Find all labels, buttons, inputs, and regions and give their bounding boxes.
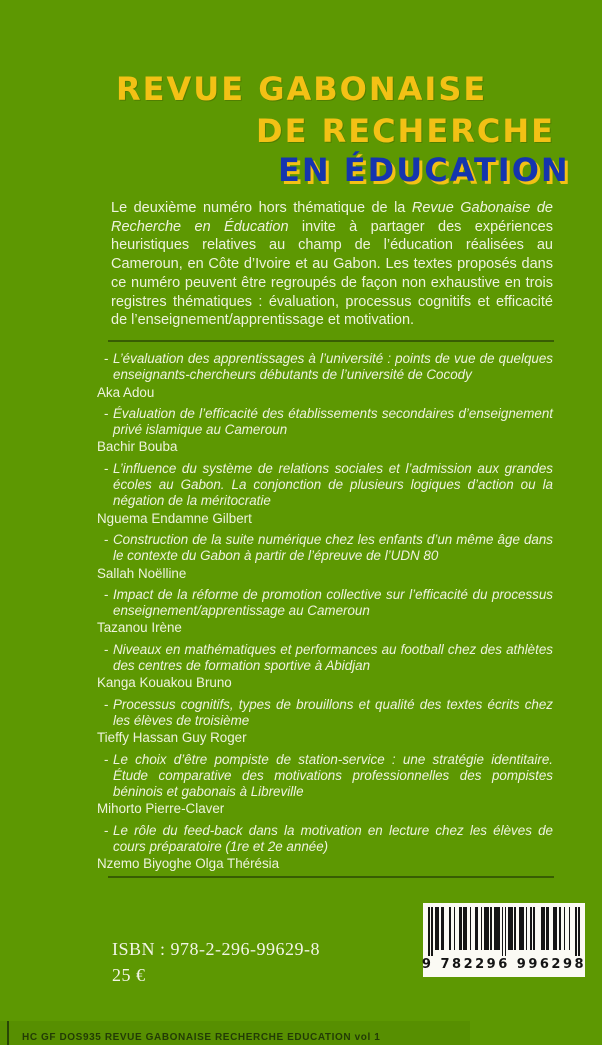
title-line-2: DE RECHERCHE bbox=[256, 112, 555, 150]
divider-top bbox=[108, 340, 554, 342]
title-line-1: REVUE GABONAISE bbox=[116, 70, 488, 108]
article-author: Tieffy Hassan Guy Roger bbox=[97, 730, 247, 746]
list-dash: - bbox=[104, 531, 109, 547]
article-title bbox=[97, 587, 553, 620]
article-author: Mihorto Pierre-Claver bbox=[97, 801, 225, 817]
title-line-3: EN ÉDUCATION bbox=[278, 151, 570, 189]
article-item bbox=[97, 642, 553, 692]
article-item bbox=[97, 351, 553, 401]
list-dash: - bbox=[104, 822, 109, 838]
article-title-text: Processus cognitifs, types de brouillons et qualité des textes écrits chez les élèves de troisième bbox=[113, 696, 553, 728]
article-item bbox=[97, 697, 553, 747]
article-author: Kanga Kouakou Bruno bbox=[97, 675, 232, 691]
print-slug-text: HC GF DOS935 REVUE GABONAISE RECHERCHE EDUCATION vol 1 bbox=[22, 1032, 381, 1043]
divider-bottom bbox=[108, 876, 554, 878]
barcode-bars bbox=[428, 907, 579, 956]
article-item bbox=[97, 532, 553, 582]
barcode bbox=[423, 903, 585, 977]
article-item bbox=[97, 752, 553, 818]
article-author: Nguema Endamne Gilbert bbox=[97, 510, 252, 526]
article-item bbox=[97, 587, 553, 637]
list-dash: - bbox=[104, 460, 109, 476]
article-title bbox=[97, 532, 553, 565]
article-list bbox=[97, 351, 553, 878]
article-title-text: Le choix d’être pompiste de station-service : une stratégie identitaire. Étude comparative des motivations professionnelles des pompistes béninois et gabonais à Libreville bbox=[113, 751, 553, 800]
list-dash: - bbox=[104, 696, 109, 712]
article-title-text: L’évaluation des apprentissages à l’université : points de vue de quelques enseignants-chercheurs débutants de l’université de Cocody bbox=[113, 351, 553, 383]
article-title bbox=[97, 823, 553, 856]
article-author: Sallah Noëlline bbox=[97, 565, 187, 581]
intro-paragraph bbox=[111, 199, 553, 330]
list-dash: - bbox=[104, 405, 109, 421]
list-dash: - bbox=[104, 351, 109, 366]
list-dash: - bbox=[104, 641, 109, 657]
isbn-price-block bbox=[112, 936, 320, 988]
price-text: 25 € bbox=[112, 965, 146, 985]
scan-edge-mark bbox=[7, 1021, 9, 1045]
article-author: Bachir Bouba bbox=[97, 439, 178, 455]
article-item bbox=[97, 461, 553, 527]
article-author: Aka Adou bbox=[97, 384, 155, 400]
article-title-text: L’influence du système de relations sociales et l’admission aux grandes écoles au Gabon. La conjonction de plusieurs logiques d’action ou la négation de la méritocratie bbox=[113, 460, 553, 509]
barcode-number: 9 782296 996298 bbox=[421, 957, 587, 972]
article-title bbox=[97, 697, 553, 730]
intro-text-end: invite à partager des expériences heuristiques relatives au champ de l’éducation réalisées au Cameroun, en Côte d’Ivoire et au Gabon. Les textes proposés dans ce numéro peuvent être regroupés de façon non exhaustive en trois registres thématiques : évaluation, processus cognitifs et efficacité de l’enseignement/apprentissage et motivation. bbox=[111, 218, 553, 329]
article-title-text: Le rôle du feed-back dans la motivation en lecture chez les élèves de cours préparatoire (1re et 2e année) bbox=[113, 822, 553, 855]
article-item bbox=[97, 823, 553, 873]
article-title bbox=[97, 752, 553, 801]
barcode-module bbox=[578, 907, 580, 956]
article-item bbox=[97, 406, 553, 456]
article-title bbox=[97, 642, 553, 675]
list-dash: - bbox=[104, 751, 109, 767]
intro-journal-name: Revue Gabonaise de Recherche en Éducation bbox=[111, 200, 553, 235]
list-dash: - bbox=[104, 586, 109, 602]
isbn-text: ISBN : 978-2-296-99629-8 bbox=[112, 939, 320, 959]
article-title bbox=[97, 351, 553, 384]
article-title-text: Impact de la réforme de promotion collective sur l’efficacité du processus enseignement/apprentissage au Cameroun bbox=[113, 586, 553, 619]
article-author: Tazanou Irène bbox=[97, 620, 182, 636]
article-title-text: Évaluation de l’efficacité des établissements secondaires d’enseignement privé islamique au Cameroun bbox=[113, 405, 553, 438]
intro-text-start: Le deuxième numéro hors thématique de la bbox=[111, 200, 412, 216]
article-author: Nzemo Biyoghe Olga Thérésia bbox=[97, 856, 280, 872]
article-title-text: Niveaux en mathématiques et performances au football chez des athlètes des centres de formation sportive à Abidjan bbox=[113, 641, 553, 674]
article-title bbox=[97, 406, 553, 439]
article-title bbox=[97, 461, 553, 510]
article-title-text: Construction de la suite numérique chez les enfants d’un même âge dans le contexte du Gabon à partir de l’épreuve de l’UDN 80 bbox=[113, 531, 553, 564]
